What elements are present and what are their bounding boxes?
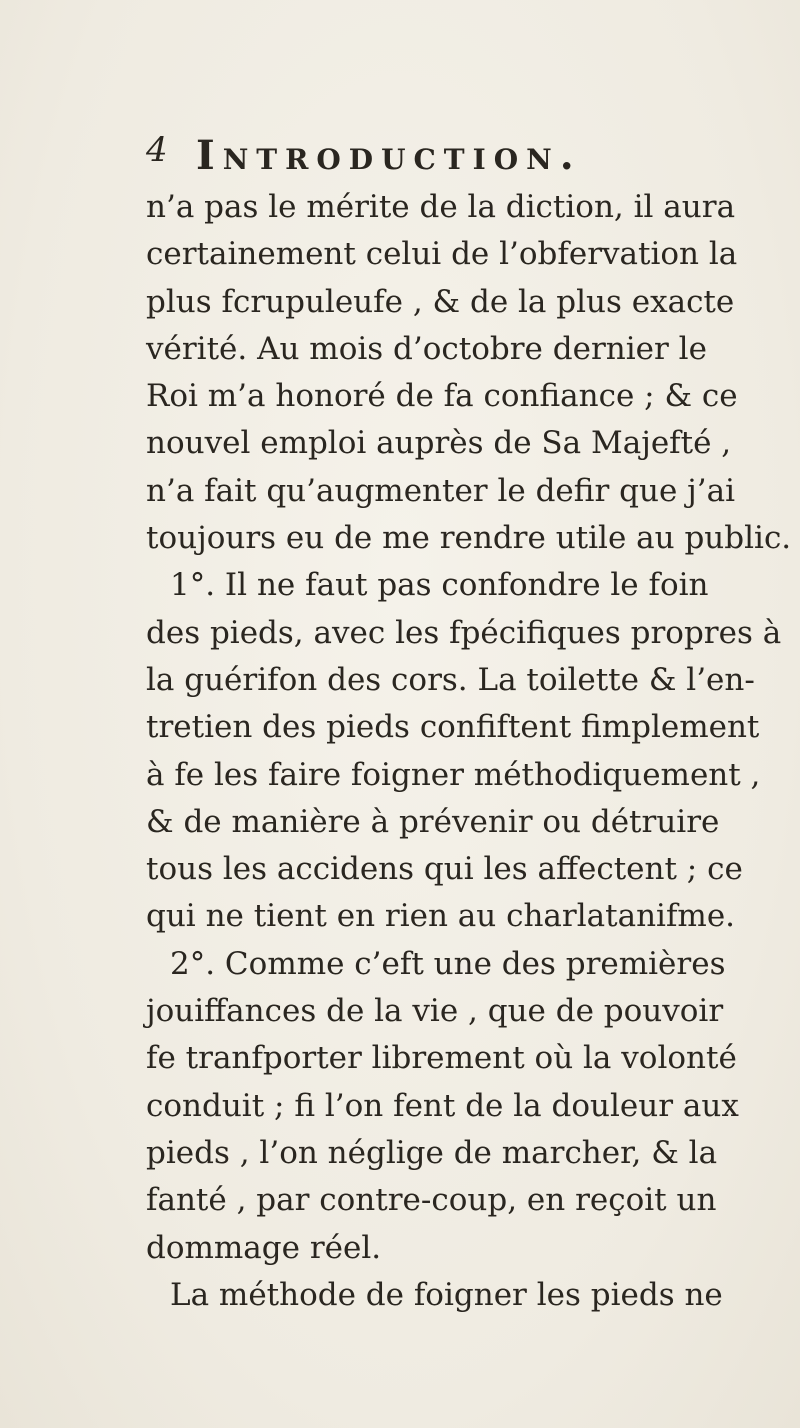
text-line: tretien des pieds confiftent fimplement (146, 709, 760, 746)
text-line: conduit ; fi l’on fent de la douleur aux (146, 1087, 739, 1124)
text-line: tous les accidens qui les affectent ; ce (146, 851, 743, 888)
text-line: La méthode de foigner les pieds ne (170, 1276, 723, 1313)
text-line: fe tranfporter librement où la volonté (146, 1040, 737, 1077)
text-line: la guérifon des cors. La toilette & l’en- (146, 661, 755, 698)
text-line: à fe les faire foigner méthodiquement , (146, 756, 761, 793)
text-line: plus fcrupuleufe , & de la plus exacte (146, 283, 735, 320)
text-line: certainement celui de l’obfervation la (146, 236, 738, 273)
running-title: Introduction. (196, 132, 582, 179)
page-header (146, 130, 706, 179)
text-line: n’a pas le mérite de la diction, il aura (146, 189, 736, 225)
text-line: & de manière à prévenir ou détruire (146, 803, 720, 840)
body-text (146, 184, 792, 1319)
text-line: fanté , par contre-coup, en reçoit un (146, 1182, 717, 1219)
text-line: 1°. Il ne faut pas confondre le foin (170, 567, 709, 604)
text-line: pieds , l’on néglige de marcher, & la (146, 1134, 718, 1171)
text-line: n’a fait qu’augmenter le defir que j’ai (146, 472, 735, 509)
text-line: des pieds, avec les fpécifiques propres à (146, 614, 782, 651)
text-line: 2°. Comme c’eft une des premières (170, 945, 726, 982)
page-number: 4 (146, 130, 168, 170)
text-line: vérité. Au mois d’octobre dernier le (146, 330, 707, 367)
text-line: dommage réel. (146, 1229, 382, 1266)
text-line: qui ne tient en rien au charlatanifme. (146, 898, 736, 935)
text-line: toujours eu de me rendre utile au public. (146, 520, 792, 557)
text-line: nouvel emploi auprès de Sa Majefté , (146, 425, 732, 462)
text-line: jouiffances de la vie , que de pouvoir (146, 993, 724, 1030)
text-line: Roi m’a honoré de fa confiance ; & ce (146, 378, 738, 415)
